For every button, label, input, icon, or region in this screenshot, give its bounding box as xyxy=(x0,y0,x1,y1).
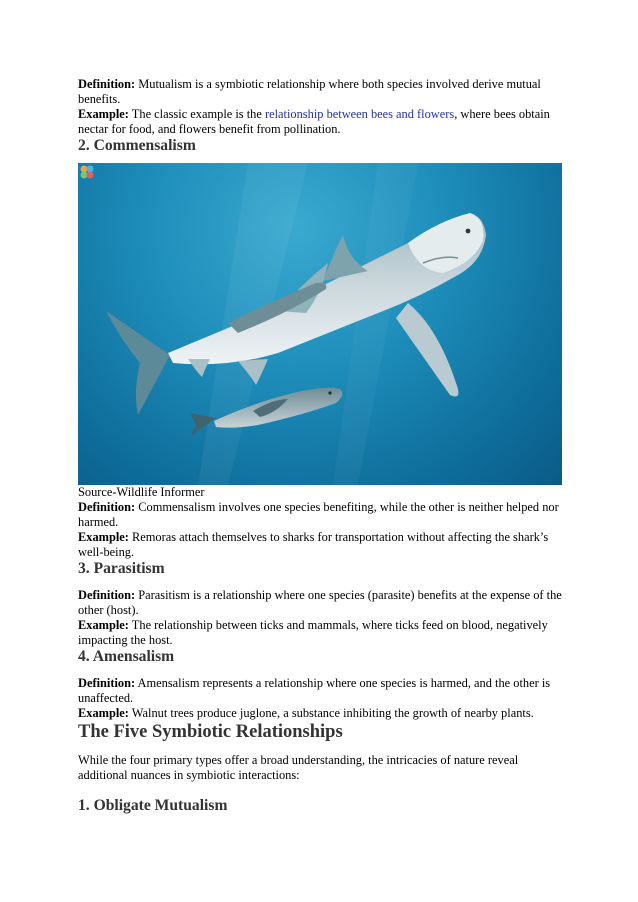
commensalism-definition-text: Commensalism involves one species benefiting, while the other is neither helped nor harmed. xyxy=(78,500,559,529)
example-label: Example: xyxy=(78,618,129,632)
commensalism-example xyxy=(78,530,568,560)
bees-flowers-link[interactable]: relationship between bees and flowers xyxy=(264,107,455,121)
parasitism-example xyxy=(78,618,568,648)
mutualism-example-text-after: , where bees obtain nectar for food, and flowers benefit from pollination. xyxy=(78,107,550,136)
amensalism-example xyxy=(78,706,568,721)
shark-tail xyxy=(106,311,170,415)
amensalism-definition xyxy=(78,676,568,706)
mutualism-definition xyxy=(78,77,568,107)
obligate-mutualism-heading: 1. Obligate Mutualism xyxy=(78,797,228,814)
definition-label: Definition: xyxy=(78,676,136,690)
example-label: Example: xyxy=(78,530,129,544)
amensalism-example-text: Walnut trees produce juglone, a substance inhibiting the growth of nearby plants. xyxy=(128,706,534,720)
image-source-caption: Source-Wildlife Informer xyxy=(78,485,205,499)
shark-remora-photo xyxy=(78,163,562,485)
watermark-logo-icon xyxy=(78,163,96,181)
parasitism-heading: 3. Parasitism xyxy=(78,560,165,577)
document-page xyxy=(78,77,568,815)
parasitism-definition xyxy=(78,588,568,618)
definition-label: Definition: xyxy=(78,588,136,602)
commensalism-definition xyxy=(78,500,568,530)
commensalism-example-text: Remoras attach themselves to sharks for transportation without affecting the shark’s well-being. xyxy=(78,530,549,559)
amensalism-definition-text: Amensalism represents a relationship where one species is harmed, and the other is unaffected. xyxy=(78,676,551,705)
parasitism-example-text: The relationship between ticks and mammals, where ticks feed on blood, negatively impacting the host. xyxy=(78,618,548,647)
amensalism-heading: 4. Amensalism xyxy=(78,648,175,665)
shark-illustration xyxy=(78,163,562,485)
mutualism-example-text-before: The classic example is the xyxy=(128,107,265,121)
five-relationships-intro: While the four primary types offer a broad understanding, the intricacies of nature reveal additional nuances in symbiotic interactions: xyxy=(78,753,519,782)
five-relationships-heading: The Five Symbiotic Relationships xyxy=(78,722,343,742)
mutualism-definition-text: Mutualism is a symbiotic relationship where both species involved derive mutual benefits. xyxy=(78,77,541,106)
definition-label: Definition: xyxy=(78,500,136,514)
parasitism-definition-text: Parasitism is a relationship where one species (parasite) benefits at the expense of the other (host). xyxy=(78,588,562,617)
example-label: Example: xyxy=(78,107,129,121)
shark-pectoral-fin xyxy=(396,303,458,397)
definition-label: Definition: xyxy=(78,77,136,91)
example-label: Example: xyxy=(78,706,129,720)
commensalism-heading: 2. Commensalism xyxy=(78,137,196,154)
mutualism-example xyxy=(78,107,568,137)
